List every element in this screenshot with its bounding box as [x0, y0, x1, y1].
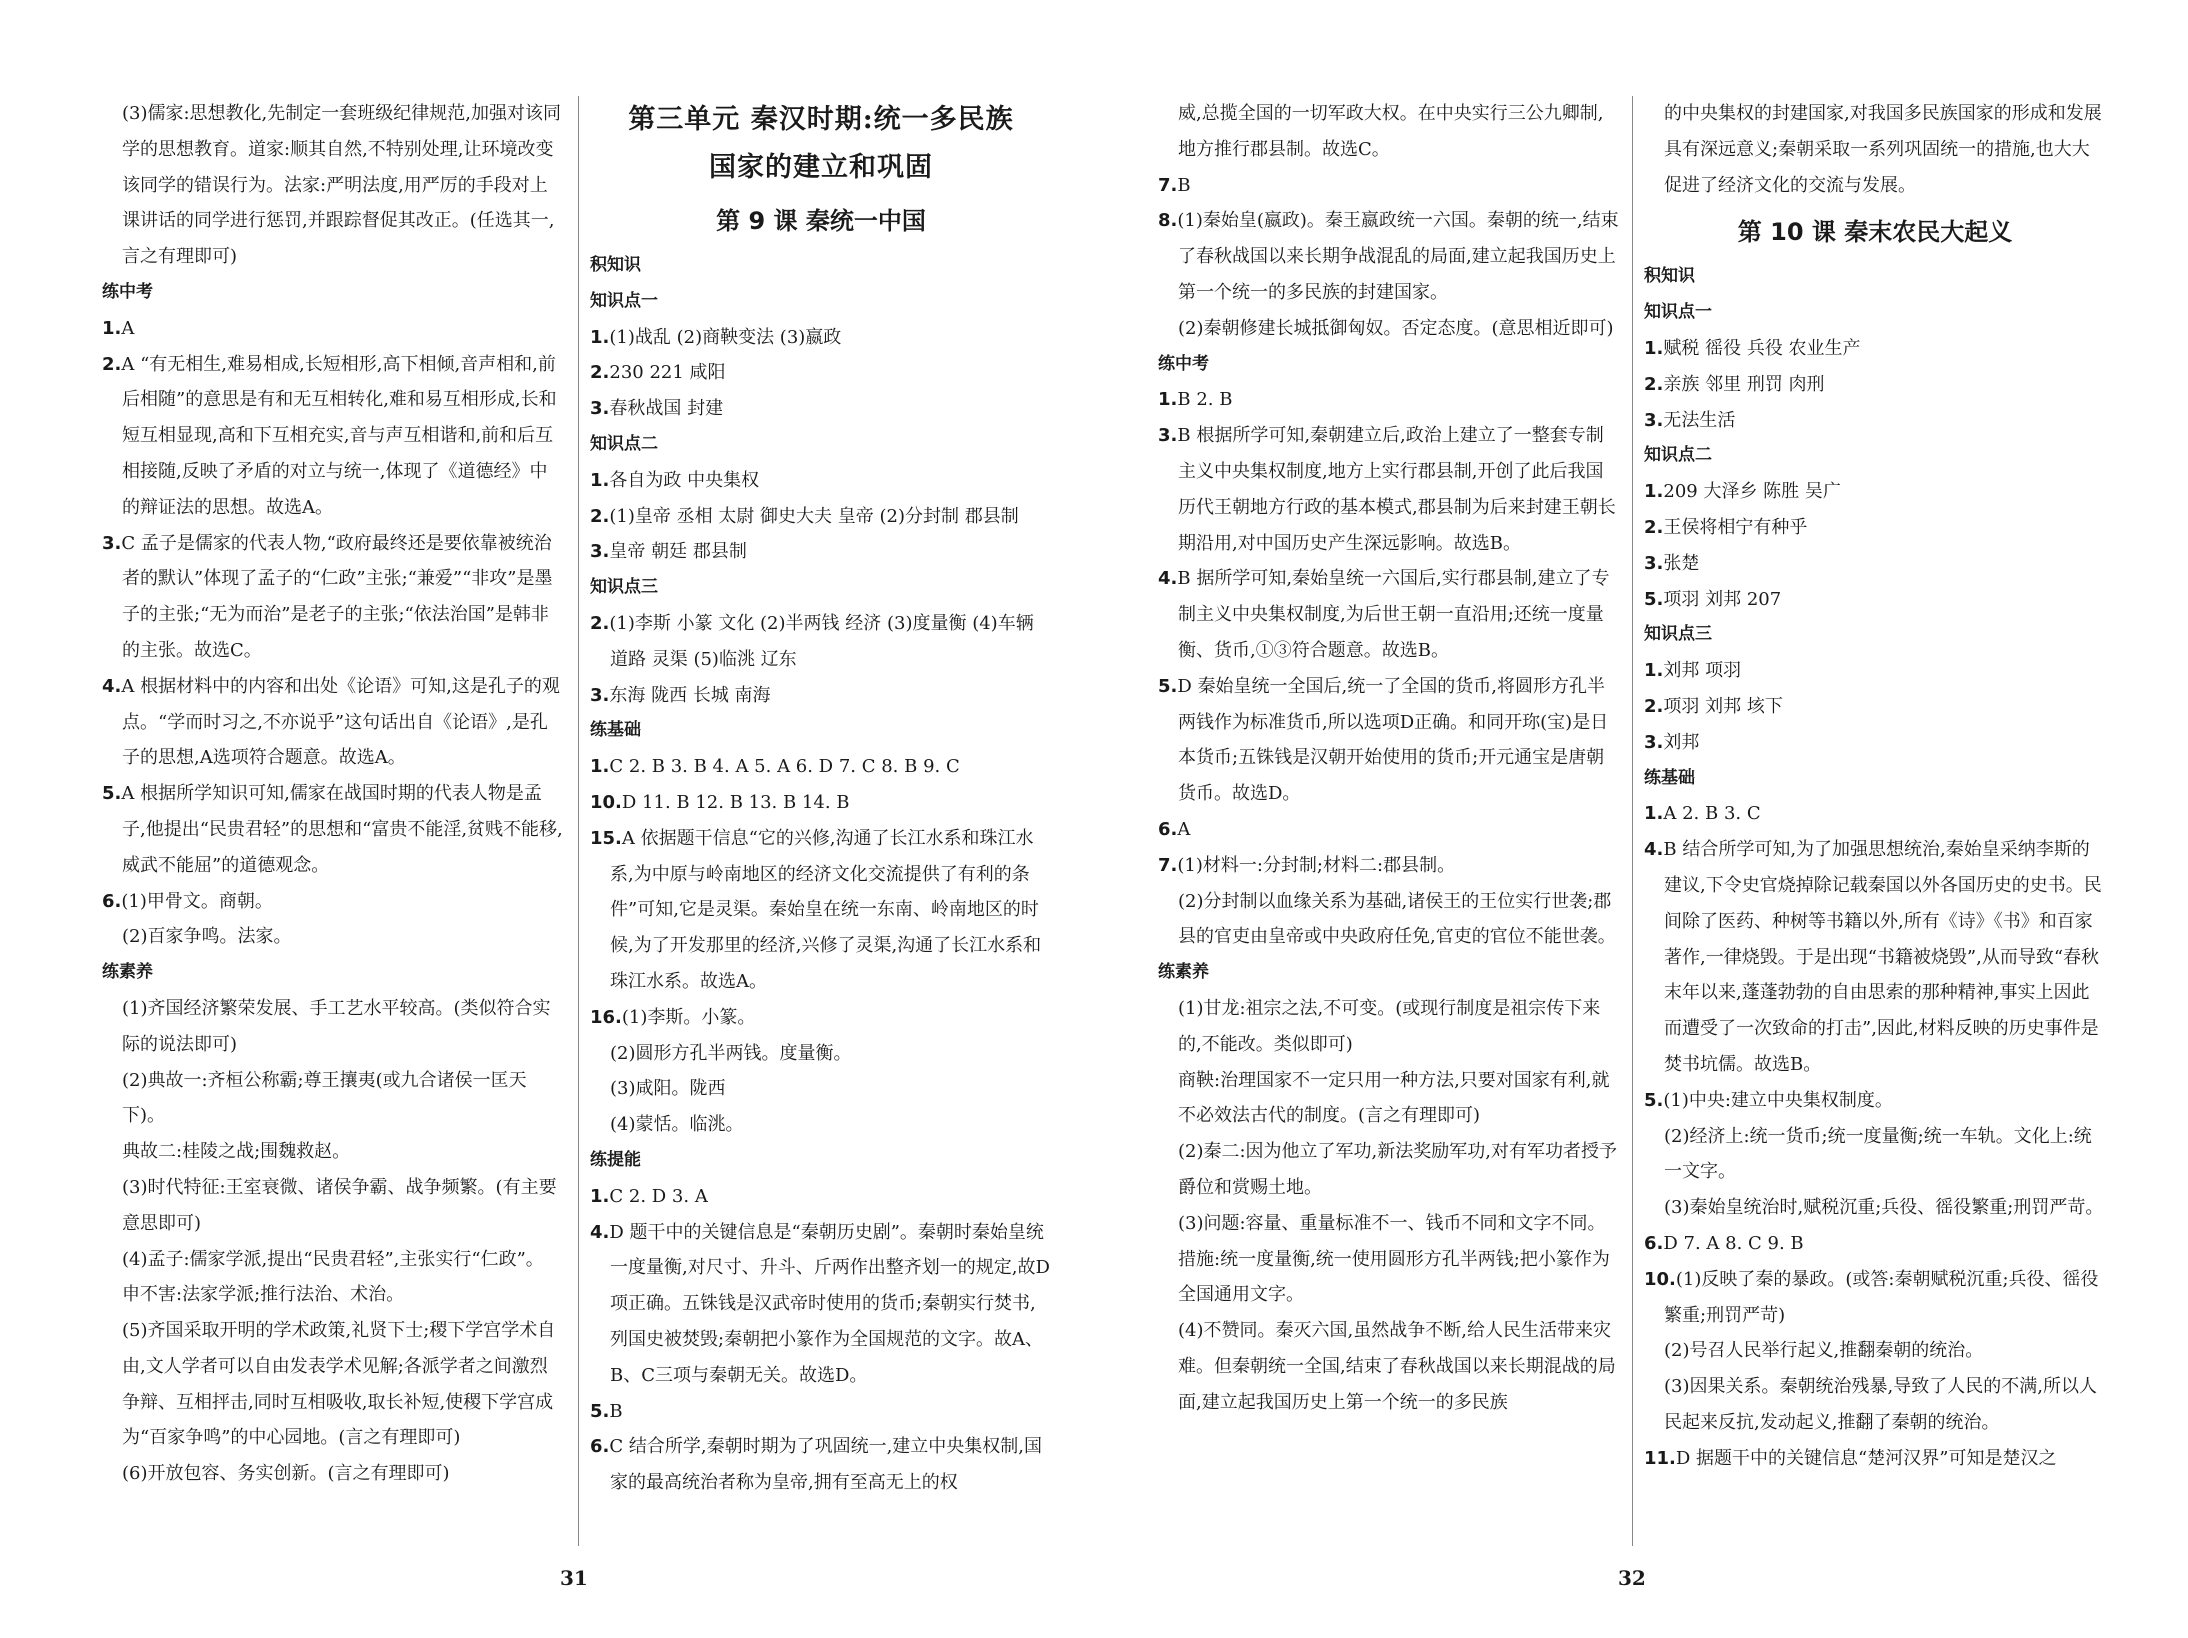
page-number-left: 31 — [560, 1566, 588, 1590]
item-text: 赋税 徭役 兵役 农业生产 — [1663, 337, 1861, 359]
answer-item — [590, 391, 1052, 427]
answer-item — [590, 678, 1052, 714]
item-text: 230 221 咸阳 — [609, 362, 726, 384]
answer-item: (3)儒家:思想教化,先制定一套班级纪律规范,加强对该同学的思想教育。道家:顺其自然,不特别处理,让环境改变该同学的错误行为。法家:严明法度,用严厉的手段对上课讲话的同学进行惩罚,并跟踪督促其改正。(任选其一,言之有理即可) — [122, 103, 562, 268]
item-text: B — [609, 1400, 623, 1422]
section-heading: 练基础 — [590, 720, 641, 741]
column-1 — [102, 96, 564, 1492]
answer-item: (3)咸阳。陇西 — [610, 1078, 726, 1100]
item-number: 5. — [1644, 588, 1664, 610]
answer-item: (2)百家争鸣。法家。 — [122, 926, 292, 948]
item-text: A 根据所学知识可知,儒家在战国时期的代表人物是孟子,他提出“民贵君轻”的思想和“富贵不能淫,贫贱不能移,威武不能屈”的道德观念。 — [121, 783, 563, 876]
item-number: 1. — [590, 756, 610, 778]
answer-item: (3)秦始皇统治时,赋税沉重;兵役、徭役繁重;刑罚严苛。 — [1664, 1197, 2104, 1219]
section-heading: 知识点三 — [1644, 624, 1712, 645]
item-number: 2. — [590, 612, 610, 634]
answer-item — [590, 534, 1052, 570]
item-text: C 孟子是儒家的代表人物,“政府最终还是要依靠被统治者的默认”体现了孟子的“仁政”主张;“兼爱”“非攻”是墨子的主张;“无为而治”是老子的主张;“依法治国”是韩非的主张。故选C。 — [121, 532, 553, 661]
answer-item — [1644, 331, 2106, 367]
section-heading: 知识点二 — [590, 433, 658, 454]
answer-item — [1644, 403, 2106, 439]
answer-item: (1)齐国经济繁荣发展、手工艺水平较高。(类似符合实际的说法即可) — [122, 997, 551, 1055]
answer-item — [1158, 382, 1620, 418]
item-text: (1)李斯 小篆 文化 (2)半两钱 经济 (3)度量衡 (4)车辆 道路 灵渠 (5)临洮 辽东 — [609, 612, 1034, 670]
item-text: A — [1177, 818, 1191, 840]
item-text: 王侯将相宁有种乎 — [1663, 516, 1808, 538]
answer-item: (3)因果关系。秦朝统治残暴,导致了人民的不满,所以人民起来反抗,发动起义,推翻了秦朝的统治。 — [1664, 1376, 2097, 1433]
answer-item — [1644, 653, 2106, 689]
item-number: 5. — [102, 783, 122, 805]
item-number: 6. — [590, 1436, 610, 1458]
item-text: (1)材料一:分封制;材料二:郡县制。 — [1177, 854, 1456, 876]
item-number: 2. — [1644, 373, 1664, 395]
answer-item: (4)蒙恬。临洮。 — [610, 1114, 744, 1136]
item-text: B 2. B — [1177, 389, 1233, 411]
answer-item: (2)经济上:统一货币;统一度量衡;统一车轨。文化上:统一文字。 — [1664, 1125, 2092, 1183]
answer-item: (5)齐国采取开明的学术政策,礼贤下士;稷下学宫学术自由,文人学者可以自由发表学术见解;各派学者之间激烈争辩、互相抨击,同时互相吸收,取长补短,使稷下学宫成为“百家争鸣”的中心园地。(言之有理即可) — [122, 1320, 556, 1449]
item-number: 6. — [102, 890, 122, 912]
item-text: 皇帝 朝廷 郡县制 — [609, 541, 747, 563]
answer-item — [1644, 1083, 2106, 1119]
item-number: 7. — [1158, 174, 1178, 196]
answer-item — [1644, 546, 2106, 582]
answer-item: 商鞅:治理国家不一定只用一种方法,只要对国家有利,就不必效法古代的制度。(言之有理即可) — [1178, 1069, 1610, 1127]
item-number: 1. — [1644, 337, 1664, 359]
item-number: 10. — [590, 791, 622, 813]
item-text: A 根据材料中的内容和出处《论语》可知,这是孔子的观点。“学而时习之,不亦说乎”这句话出自《论语》,是孔子的思想,A选项符合题意。故选A。 — [121, 675, 560, 769]
item-text: (1)皇帝 丞相 太尉 御史大夫 皇帝 (2)分封制 郡县制 — [609, 505, 1019, 527]
answer-item: (2)分封制以血缘关系为基础,诸侯王的王位实行世袭;郡县的官吏由皇帝或中央政府任免,官吏的官位不能世袭。 — [1178, 890, 1616, 948]
section-heading: 练基础 — [1644, 767, 1695, 788]
section-heading: 知识点二 — [1644, 445, 1712, 466]
answer-item: 的中央集权的封建国家,对我国多民族国家的形成和发展具有深远意义;秦朝采取一系列巩固统一的措施,也大大促进了经济文化的交流与发展。 — [1664, 103, 2102, 196]
item-text: B 根据所学可知,秦朝建立后,政治上建立了一整套专制主义中央集权制度,地方上实行郡县制,开创了此后我国历代王朝地方行政的基本模式,郡县制为后来封建王朝长期沿用,对中国历史产生深远影响。故选B。 — [1177, 425, 1616, 554]
item-number: 2. — [590, 505, 610, 527]
item-number: 8. — [1158, 210, 1178, 232]
item-number: 1. — [1644, 660, 1664, 682]
item-text: C 2. D 3. A — [609, 1185, 708, 1207]
answer-item: (4)孟子:儒家学派,提出“民贵君轻”,主张实行“仁政”。 — [122, 1248, 544, 1270]
answer-item: (4)不赞同。秦灭六国,虽然战争不断,给人民生活带来灾难。但秦朝统一全国,结束了春秋战国以来长期混战的局面,建立起我国历史上第一个统一的多民族 — [1178, 1320, 1616, 1413]
item-number: 1. — [590, 469, 610, 491]
answer-item — [1644, 474, 2106, 510]
answer-item — [1644, 1441, 2106, 1477]
item-number: 2. — [1644, 695, 1664, 717]
item-number: 6. — [1158, 818, 1178, 840]
answer-item: (2)典故一:齐桓公称霸;尊王攘夷(或九合诸侯一匡天下)。 — [122, 1069, 527, 1127]
item-number: 3. — [1158, 425, 1178, 447]
item-number: 2. — [1644, 516, 1664, 538]
answer-item — [1644, 582, 2106, 618]
section-heading: 练中考 — [1158, 353, 1209, 374]
section-heading: 练素养 — [1158, 962, 1209, 983]
answer-item — [102, 526, 564, 669]
answer-item: (2)号召人民举行起义,推翻秦朝的统治。 — [1664, 1340, 1984, 1362]
item-text: A 2. B 3. C — [1663, 803, 1761, 825]
answer-item: (6)开放包容、务实创新。(言之有理即可) — [122, 1463, 450, 1485]
section-heading: 知识点一 — [1644, 302, 1712, 323]
unit-title: 国家的建立和巩固 — [709, 152, 933, 183]
item-number: 1. — [590, 1185, 610, 1207]
section-heading: 积知识 — [590, 255, 641, 275]
item-text: 209 大泽乡 陈胜 吴广 — [1663, 481, 1841, 503]
answer-item — [1158, 848, 1620, 884]
answer-item — [1644, 1226, 2106, 1262]
answer-item — [1158, 812, 1620, 848]
item-text: D 7. A 8. C 9. B — [1663, 1232, 1804, 1254]
item-text: (1)秦始皇(嬴政)。秦王嬴政统一六国。秦朝的统一,结束了春秋战国以来长期争战混乱的局面,建立起我国历史上第一个统一的多民族的封建国家。 — [1177, 210, 1619, 303]
answer-item — [102, 776, 564, 883]
item-text: D 11. B 12. B 13. B 14. B — [621, 791, 850, 813]
item-text: D 秦始皇统一全国后,统一了全国的货币,将圆形方孔半两钱作为标准货币,所以选项D正确。和同开珎(宝)是日本货币;五铢钱是汉朝开始使用的货币;开元通宝是唐朝货币。故选D。 — [1177, 675, 1609, 805]
item-number: 1. — [1644, 803, 1664, 825]
answer-item — [590, 821, 1052, 1000]
section-heading: 练中考 — [102, 281, 153, 302]
item-number: 5. — [590, 1400, 610, 1422]
item-number: 5. — [1644, 1089, 1664, 1111]
item-number: 2. — [590, 362, 610, 384]
answer-item — [590, 463, 1052, 499]
item-text: 张楚 — [1663, 552, 1700, 574]
item-text: C 结合所学,秦朝时期为了巩固统一,建立中央集权制,国家的最高统治者称为皇帝,拥有至高无上的权 — [609, 1436, 1043, 1494]
column-3 — [1158, 96, 1620, 1420]
answer-item — [1644, 510, 2106, 546]
item-text: 刘邦 — [1663, 731, 1700, 753]
answer-item: (2)秦朝修建长城抵御匈奴。否定态度。(意思相近即可) — [1178, 317, 1614, 339]
item-text: 项羽 刘邦 垓下 — [1663, 695, 1783, 717]
section-heading: 积知识 — [1644, 266, 1695, 287]
item-number: 4. — [590, 1221, 610, 1243]
item-text: 亲族 邻里 刑罚 肉刑 — [1663, 373, 1825, 395]
answer-item — [590, 1179, 1052, 1215]
item-number: 5. — [1158, 675, 1178, 697]
item-number: 1. — [1644, 481, 1664, 503]
item-number: 7. — [1158, 854, 1178, 876]
item-text: B 据所学可知,秦始皇统一六国后,实行郡县制,建立了专制主义中央集权制度,为后世王朝一直沿用;还统一度量衡、货币,①③符合题意。故选B。 — [1177, 568, 1610, 661]
answer-item — [102, 884, 564, 920]
item-text: 项羽 刘邦 207 — [1663, 588, 1782, 610]
answer-item — [1644, 1262, 2106, 1334]
item-number: 3. — [1644, 552, 1664, 574]
item-number: 1. — [590, 326, 610, 348]
answer-item — [1158, 561, 1620, 668]
answer-item — [1644, 725, 2106, 761]
answer-item: 申不害:法家学派;推行法治、术治。 — [122, 1284, 405, 1306]
answer-item — [102, 669, 564, 776]
item-text: 各自为政 中央集权 — [609, 469, 760, 491]
answer-item: (2)圆形方孔半两钱。度量衡。 — [610, 1042, 852, 1064]
item-text: (1)甲骨文。商朝。 — [121, 890, 273, 912]
answer-item — [102, 347, 564, 526]
answer-item: (1)甘龙:祖宗之法,不可变。(或现行制度是祖宗传下来的,不能改。类似即可) — [1178, 997, 1601, 1055]
item-number: 1. — [1158, 389, 1178, 411]
answer-item — [590, 320, 1052, 356]
answer-item — [590, 355, 1052, 391]
lesson-title: 第 10 课 秦末农民大起义 — [1737, 218, 2013, 247]
answer-item — [590, 1000, 1052, 1036]
item-text: 春秋战国 封建 — [609, 398, 724, 420]
section-heading: 知识点三 — [590, 577, 658, 598]
answer-item — [1158, 203, 1620, 310]
answer-item — [1158, 669, 1620, 812]
answer-item — [590, 499, 1052, 535]
item-number: 10. — [1644, 1268, 1676, 1290]
item-text: (1)战乱 (2)商鞅变法 (3)嬴政 — [609, 326, 842, 348]
item-text: (1)反映了秦的暴政。(或答:秦朝赋税沉重;兵役、徭役繁重;刑罚严苛) — [1664, 1268, 2099, 1326]
answer-item: 典故二:桂陵之战;围魏救赵。 — [122, 1141, 351, 1163]
item-number: 11. — [1644, 1447, 1676, 1469]
item-text: C 2. B 3. B 4. A 5. A 6. D 7. C 8. B 9. C — [609, 756, 960, 778]
item-text: 东海 陇西 长城 南海 — [609, 684, 771, 706]
section-heading: 练提能 — [590, 1149, 641, 1170]
item-text: 刘邦 项羽 — [1663, 660, 1742, 682]
item-number: 3. — [590, 684, 610, 706]
answer-item — [590, 1394, 1052, 1430]
item-number: 4. — [1644, 839, 1664, 861]
column-divider — [578, 96, 579, 1546]
item-number: 4. — [1158, 568, 1178, 590]
answer-item — [590, 749, 1052, 785]
item-text: D 据题干中的关键信息“楚河汉界”可知是楚汉之 — [1675, 1447, 2057, 1469]
section-heading: 练素养 — [102, 962, 153, 983]
answer-item — [590, 1429, 1052, 1501]
answer-item — [1158, 418, 1620, 561]
unit-title: 第三单元 秦汉时期:统一多民族 — [628, 104, 1014, 135]
item-number: 3. — [590, 398, 610, 420]
page-number-right: 32 — [1618, 1566, 1646, 1590]
item-number: 1. — [102, 317, 122, 339]
item-number: 3. — [102, 532, 122, 554]
answer-item: (3)时代特征:王室衰微、诸侯争霸、战争频繁。(有主要意思即可) — [122, 1176, 557, 1234]
item-number: 16. — [590, 1006, 622, 1028]
item-text: A — [121, 317, 135, 339]
answer-item: (3)问题:容量、重量标准不一、钱币不同和文字不同。措施:统一度量衡,统一使用圆形方孔半两钱;把小篆作为全国通用文字。 — [1178, 1212, 1610, 1306]
answer-item: (2)秦二:因为他立了军功,新法奖励军功,对有军功者授予爵位和赏赐土地。 — [1178, 1141, 1618, 1198]
item-text: (1)李斯。小篆。 — [621, 1006, 756, 1028]
item-number: 6. — [1644, 1232, 1664, 1254]
answer-item — [102, 311, 564, 347]
answer-item — [590, 606, 1052, 678]
item-text: D 题干中的关键信息是“秦朝历史剧”。秦朝时秦始皇统一度量衡,对尺寸、升斗、斤两作出整齐划一的规定,故D项正确。五铢钱是汉武帝时使用的货币;秦朝实行焚书,列国史被焚毁;秦朝把小篆作为全国规范的文字。故A、B、C三项与秦朝无关。故选D。 — [609, 1221, 1050, 1386]
section-heading: 知识点一 — [590, 290, 658, 311]
answer-item — [1158, 168, 1620, 204]
column-4 — [1644, 96, 2106, 1476]
item-number: 2. — [102, 353, 122, 375]
answer-item — [590, 1215, 1052, 1394]
item-text: B — [1177, 174, 1191, 196]
item-text: 无法生活 — [1663, 409, 1736, 431]
item-number: 3. — [1644, 409, 1664, 431]
column-2 — [590, 96, 1052, 1501]
lesson-title: 第 9 课 秦统一中国 — [716, 207, 926, 235]
item-number: 4. — [102, 675, 122, 697]
answer-item — [1644, 832, 2106, 1083]
item-number: 3. — [1644, 731, 1664, 753]
item-text: B 结合所学可知,为了加强思想统治,秦始皇采纳李斯的建议,下令史官烧掉除记载秦国以外各国历史的史书。民间除了医药、种树等书籍以外,所有《诗》《书》和百家著作,一律烧毁。于是出现“书籍被烧毁”,从而导致“春秋末年以来,蓬蓬勃勃的自由思索的那种精神,事实上因此而遭受了一次致命的打击”,因此,材料反映的历史事件是焚书坑儒。故选B。 — [1663, 839, 2102, 1075]
item-text: A 依据题干信息“它的兴修,沟通了长江水系和珠江水系,为中原与岭南地区的经济文化交流提供了有利的条件”可知,它是灵渠。秦始皇在统一东南、岭南地区的时候,为了开发那里的经济,兴修了灵渠,沟通了长江水系和珠江水系。故选A。 — [610, 827, 1042, 992]
item-number: 15. — [590, 827, 622, 849]
answer-item — [1644, 796, 2106, 832]
answer-item: 威,总揽全国的一切军政大权。在中央实行三公九卿制,地方推行郡县制。故选C。 — [1178, 103, 1604, 160]
answer-item — [1644, 689, 2106, 725]
item-text: A “有无相生,难易相成,长短相形,高下相倾,音声相和,前后相随”的意思是有和无互相转化,难和易互相形成,长和短互相显现,高和下互相充实,音与声互相谐和,前和后互相接随,反映了矛盾的对立与统一,体现了《道德经》中的辩证法的思想。故选A。 — [121, 353, 557, 518]
answer-item — [1644, 367, 2106, 403]
answer-item — [590, 785, 1052, 821]
item-text: (1)中央:建立中央集权制度。 — [1663, 1089, 1893, 1111]
column-divider — [1632, 96, 1633, 1546]
item-number: 3. — [590, 541, 610, 563]
